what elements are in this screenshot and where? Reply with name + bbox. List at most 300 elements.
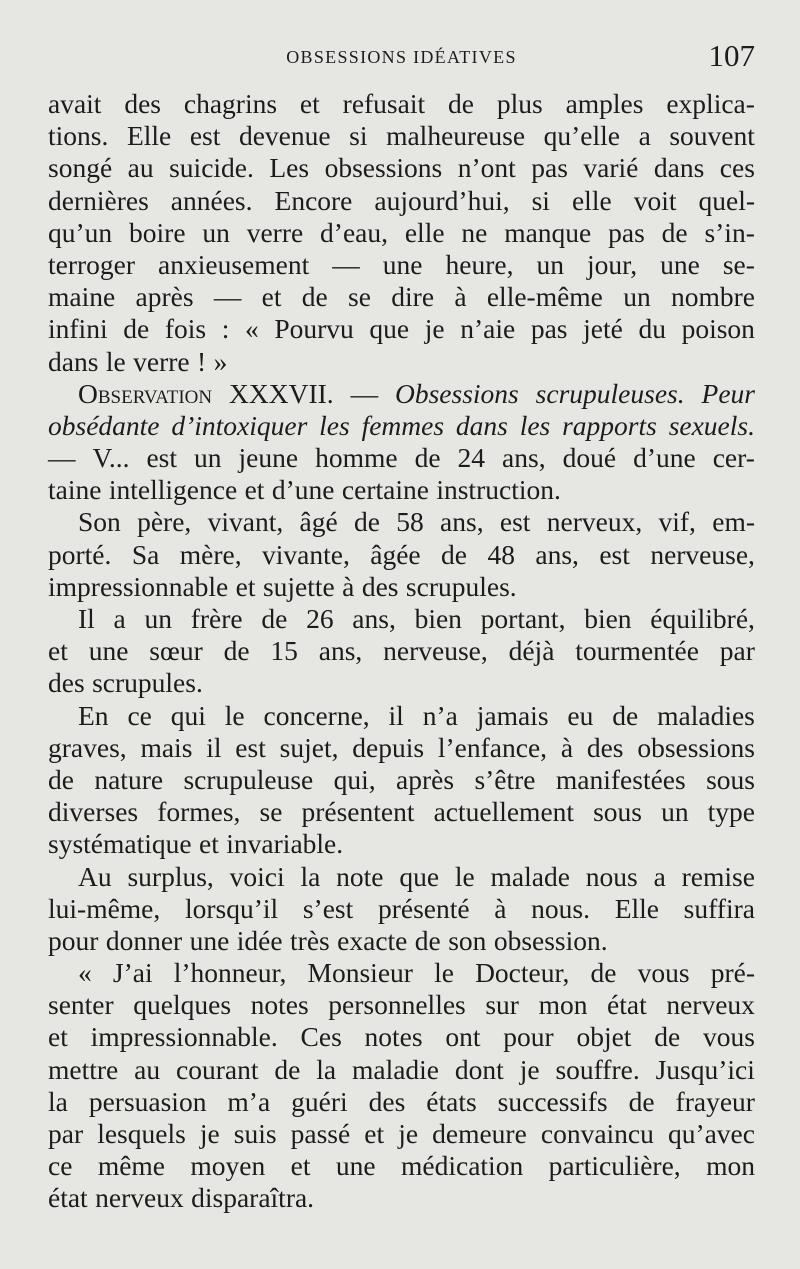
word: et xyxy=(290,1150,311,1182)
text-line xyxy=(48,1182,755,1214)
word: note xyxy=(336,860,384,892)
text-line xyxy=(48,635,755,667)
word: cer- xyxy=(712,442,755,474)
word: portant, xyxy=(480,603,566,634)
word: notes xyxy=(250,989,309,1021)
word: Sa xyxy=(131,538,160,570)
text-line xyxy=(48,732,755,764)
word: et xyxy=(235,570,256,602)
word: femmes xyxy=(361,409,445,441)
word: Pourvu xyxy=(274,313,354,345)
word: scrupuleuses. xyxy=(535,377,685,409)
word: heure, xyxy=(445,248,514,280)
word: impressionnable xyxy=(48,570,229,602)
word: souffre. xyxy=(555,1053,640,1085)
word: dans xyxy=(653,152,705,184)
word: concerne, xyxy=(263,699,370,731)
text-line xyxy=(48,506,755,538)
word: doué xyxy=(562,442,617,474)
word: le xyxy=(434,957,454,989)
word: pour xyxy=(503,1021,554,1053)
word: des xyxy=(48,667,85,699)
word: qu’avec xyxy=(667,1118,755,1149)
word: des xyxy=(361,570,399,602)
word: je xyxy=(398,1118,419,1149)
word: nerveux, xyxy=(546,506,643,538)
word: de xyxy=(353,506,380,538)
word: malade xyxy=(490,860,570,892)
word: vif, xyxy=(658,506,696,538)
word: par xyxy=(719,635,755,667)
word: s’in- xyxy=(704,216,755,248)
word: une xyxy=(660,248,700,280)
word: le xyxy=(105,345,126,377)
word: lui-même, xyxy=(48,892,161,924)
word: elle-même xyxy=(486,281,603,313)
word: actuellement xyxy=(433,796,575,828)
word: vous xyxy=(637,957,690,989)
word: de xyxy=(48,763,74,795)
word: a xyxy=(638,120,651,152)
text-line xyxy=(48,989,755,1021)
word: nerveux xyxy=(95,1182,184,1214)
word: sœur xyxy=(149,635,203,667)
running-title: OBSESSIONS IDÉATIVES xyxy=(286,47,517,67)
page-number: 107 xyxy=(708,38,755,73)
word: de xyxy=(274,1053,301,1085)
word: sexuels. xyxy=(668,409,755,441)
word: sous xyxy=(706,763,755,795)
text-line xyxy=(48,893,755,925)
word: il xyxy=(206,731,222,763)
word: s’est xyxy=(302,892,354,924)
word: à xyxy=(494,892,507,924)
word: et xyxy=(261,281,282,313)
word: suicide. xyxy=(169,152,254,184)
word: Au xyxy=(78,860,112,892)
word: refusait xyxy=(342,88,426,119)
word: sur xyxy=(485,989,519,1021)
word: suffira xyxy=(683,892,755,924)
word: — xyxy=(350,377,379,409)
word: nous. xyxy=(531,892,590,924)
text-line xyxy=(48,442,755,474)
word: déjà xyxy=(508,635,555,667)
word: d’intoxiquer xyxy=(171,409,308,441)
word: âgé xyxy=(299,506,338,538)
word: nous xyxy=(585,860,638,892)
word: le xyxy=(224,699,245,731)
word: mon xyxy=(706,1150,755,1182)
word: n’a xyxy=(422,699,458,731)
word: explica- xyxy=(666,88,755,119)
word: frère xyxy=(190,603,243,634)
word: d’une xyxy=(633,442,696,474)
word: s’être xyxy=(474,763,536,795)
word: de xyxy=(628,1085,655,1117)
word: se- xyxy=(722,248,755,280)
word: la xyxy=(48,1085,68,1117)
word: est xyxy=(189,120,221,152)
word: objet xyxy=(576,1021,632,1053)
word: boire xyxy=(129,216,186,248)
word: vivant, xyxy=(207,506,284,538)
word: équilibré, xyxy=(650,603,755,634)
word: convaincu xyxy=(540,1118,654,1149)
word: XXXVII. xyxy=(229,377,334,409)
word: et xyxy=(199,828,219,860)
word: d’une xyxy=(271,474,335,506)
word: qu’elle xyxy=(543,120,620,152)
word: de xyxy=(661,216,688,248)
word: lesquels xyxy=(97,1118,186,1149)
word: qui, xyxy=(333,763,376,795)
word: : xyxy=(221,313,230,345)
word: nerveuse, xyxy=(650,538,755,570)
word: bien xyxy=(584,603,632,634)
word: de xyxy=(612,699,639,731)
word: poison xyxy=(681,313,755,345)
word: exacte xyxy=(337,924,408,956)
word: de xyxy=(414,924,441,956)
word: par xyxy=(48,1118,84,1149)
word: remise xyxy=(681,860,755,892)
word: varié xyxy=(583,152,639,184)
word: songé xyxy=(48,152,113,184)
word: âgée xyxy=(370,538,421,570)
word: manque xyxy=(504,216,592,248)
word: ne xyxy=(461,216,488,248)
word: et xyxy=(48,635,68,667)
text-line xyxy=(48,346,755,378)
word: senter xyxy=(48,989,114,1021)
word: bien xyxy=(414,603,462,634)
word: certaine xyxy=(341,474,429,506)
word: quelques xyxy=(133,989,232,1021)
word: devenue xyxy=(238,120,331,152)
text-line xyxy=(48,378,755,410)
text-line xyxy=(48,667,755,699)
word: 24 xyxy=(457,442,486,474)
word: un xyxy=(661,796,689,828)
word: mais xyxy=(140,731,193,763)
word: avait xyxy=(48,88,102,119)
word: obsessions xyxy=(637,731,755,763)
word: 26 xyxy=(306,603,334,634)
text-line xyxy=(48,1054,755,1086)
text-line xyxy=(48,217,755,249)
word: Docteur, xyxy=(475,957,570,989)
word: maladie xyxy=(351,1053,440,1085)
word: maladies xyxy=(657,699,755,731)
word: après xyxy=(396,763,455,795)
word: et xyxy=(299,88,320,119)
word: des xyxy=(368,1085,406,1117)
word: que xyxy=(369,313,410,345)
word: passé xyxy=(290,1118,351,1149)
word: intelligence xyxy=(108,474,238,506)
text-line xyxy=(48,185,755,217)
word: de xyxy=(261,603,288,634)
word: sujette xyxy=(262,570,335,602)
word: de xyxy=(441,538,468,570)
word: que xyxy=(399,860,440,892)
word: un xyxy=(194,442,222,474)
word: de xyxy=(223,635,250,667)
word: si xyxy=(531,184,550,216)
text-line xyxy=(48,796,755,828)
word: de xyxy=(414,442,441,474)
word: formes, xyxy=(157,796,241,828)
word: est xyxy=(499,506,531,538)
word: pas xyxy=(531,152,568,184)
word: instruction. xyxy=(436,474,561,506)
text-line xyxy=(48,88,755,120)
word: — xyxy=(213,281,242,313)
word: pour xyxy=(48,924,99,956)
word: successifs xyxy=(497,1085,608,1117)
word: au xyxy=(127,152,154,184)
word: se xyxy=(348,281,371,313)
text-line xyxy=(48,828,755,860)
word: des xyxy=(586,731,624,763)
word: ans, xyxy=(502,442,546,474)
word: Encore xyxy=(274,184,353,216)
word: « xyxy=(244,313,259,345)
word: ans, xyxy=(440,506,484,538)
text-line xyxy=(48,861,755,893)
word: tourmentée xyxy=(575,635,699,667)
word: scrupules. xyxy=(405,570,517,602)
word: terroger xyxy=(48,248,136,280)
word: une xyxy=(88,635,129,667)
word: ans, xyxy=(318,635,363,667)
word: présenté xyxy=(377,892,470,924)
word: il xyxy=(388,699,404,731)
word: Peur xyxy=(701,377,755,409)
word: pré- xyxy=(710,957,755,989)
word: jeune xyxy=(238,442,299,474)
word: Obsessions xyxy=(394,377,519,409)
word: père, xyxy=(137,506,192,538)
word: les xyxy=(319,409,350,441)
word: dernières xyxy=(48,184,149,216)
word: son xyxy=(448,924,487,956)
word: idée xyxy=(236,924,283,956)
word: En xyxy=(78,699,109,731)
word: je xyxy=(519,1053,540,1085)
word: quel- xyxy=(698,184,755,216)
word: très xyxy=(290,924,330,956)
word: moyen xyxy=(190,1150,266,1182)
word: de xyxy=(654,1021,681,1053)
word: lorsqu’il xyxy=(184,892,279,924)
word: ans, xyxy=(352,603,396,634)
word: Ces xyxy=(300,1021,342,1053)
word: anxieusement xyxy=(158,248,310,280)
word: nerveux xyxy=(666,989,755,1021)
word: à xyxy=(342,570,355,602)
word: années. xyxy=(170,184,253,216)
word: J’ai xyxy=(112,957,153,989)
word: à xyxy=(454,281,467,313)
word: 15 xyxy=(270,635,298,667)
word: états xyxy=(426,1085,477,1117)
word: un xyxy=(202,216,230,248)
word: elle xyxy=(404,216,445,248)
word: d’eau, xyxy=(320,216,388,248)
word: disparaîtra. xyxy=(191,1182,315,1214)
text-line xyxy=(48,120,755,152)
word: a xyxy=(653,860,666,892)
word: homme xyxy=(315,442,398,474)
word: ce xyxy=(48,1150,73,1182)
word: graves, xyxy=(48,731,127,763)
word: jeté xyxy=(583,313,623,345)
word: se xyxy=(259,796,283,828)
text-line xyxy=(48,764,755,796)
word: donner xyxy=(105,924,183,956)
word: malheureuse xyxy=(386,120,526,152)
word: a xyxy=(113,603,126,634)
word: mon xyxy=(538,989,588,1021)
word: scrupuleuse xyxy=(183,763,314,795)
word: plus xyxy=(496,88,543,119)
word: — xyxy=(48,442,76,474)
word: dont xyxy=(454,1053,504,1085)
word: n’ont xyxy=(457,152,516,184)
word: ans, xyxy=(535,538,579,570)
word: de xyxy=(123,313,150,345)
word: l’honneur, xyxy=(173,957,287,989)
word: Elle xyxy=(614,892,659,924)
word: est xyxy=(235,731,266,763)
word: taine xyxy=(48,474,102,506)
text-line xyxy=(48,1150,755,1182)
word: un xyxy=(536,248,564,280)
word: pas xyxy=(608,216,645,248)
word: est xyxy=(599,538,630,570)
word: état xyxy=(607,989,647,1021)
text-line xyxy=(48,700,755,732)
word: vous xyxy=(702,1021,755,1053)
text-line xyxy=(48,925,755,957)
word: amples xyxy=(565,88,644,119)
word: ces xyxy=(719,152,755,184)
word: 48 xyxy=(487,538,515,570)
word: obsédante xyxy=(48,409,160,441)
word: 58 xyxy=(396,506,424,538)
text-line xyxy=(48,313,755,345)
word: de xyxy=(448,88,474,119)
word: sujet, xyxy=(279,731,339,763)
word: médication xyxy=(401,1150,524,1182)
word: guéri xyxy=(291,1085,348,1117)
text-line xyxy=(48,474,755,506)
word: au xyxy=(134,1053,161,1085)
word: Son xyxy=(78,506,121,538)
word: obsessions xyxy=(324,152,443,184)
word: voici xyxy=(229,860,285,892)
word: après xyxy=(135,281,194,313)
word: sous xyxy=(593,796,643,828)
word: jour, xyxy=(587,248,638,280)
word: systématique xyxy=(48,828,192,860)
word: un xyxy=(623,281,651,313)
word: elle xyxy=(571,184,612,216)
word: invariable. xyxy=(226,828,344,860)
word: persuasion xyxy=(88,1085,207,1117)
word: Observation xyxy=(78,377,213,409)
word: vivante, xyxy=(262,538,350,570)
word: le xyxy=(454,860,475,892)
text-line xyxy=(48,1118,755,1150)
word: des xyxy=(124,88,161,119)
word: tions. xyxy=(48,120,109,152)
word: impressionnable. xyxy=(90,1021,278,1053)
text-line xyxy=(48,539,755,571)
word: scrupules. xyxy=(92,667,203,699)
word: ont xyxy=(445,1021,481,1053)
word: ce xyxy=(127,699,152,731)
word: et xyxy=(244,474,265,506)
word: nature xyxy=(94,763,164,795)
text-line xyxy=(48,249,755,281)
word: n’aie xyxy=(460,313,516,345)
word: si xyxy=(349,120,368,152)
word: suis xyxy=(233,1118,277,1149)
word: depuis xyxy=(352,731,425,763)
word: les xyxy=(519,409,551,441)
word: une xyxy=(335,1150,376,1182)
word: verre xyxy=(133,345,190,377)
word: Monsieur xyxy=(307,957,413,989)
word: présentent xyxy=(301,796,415,828)
word: la xyxy=(316,1053,337,1085)
word: du xyxy=(638,313,666,345)
word: manifestées xyxy=(555,763,686,795)
word: type xyxy=(707,796,755,828)
word: fois xyxy=(164,313,207,345)
word: un xyxy=(144,603,172,634)
word: la xyxy=(300,860,321,892)
word: mère, xyxy=(179,538,242,570)
word: notes xyxy=(364,1021,423,1053)
word: — xyxy=(332,248,360,280)
text-line xyxy=(48,281,755,313)
word: Jusqu’ici xyxy=(655,1053,755,1085)
word: de xyxy=(590,957,617,989)
word: et xyxy=(48,1021,68,1053)
word: Les xyxy=(269,152,310,184)
word: pas xyxy=(530,313,568,345)
page-header xyxy=(48,38,755,84)
word: mettre xyxy=(48,1053,119,1085)
word: dans xyxy=(48,345,99,377)
word: obsession. xyxy=(493,924,608,956)
word: une xyxy=(189,924,230,956)
word: nerveuse, xyxy=(383,635,488,667)
word: à xyxy=(560,731,574,763)
text-line xyxy=(48,1086,755,1118)
word: état xyxy=(48,1182,88,1214)
word: maine xyxy=(48,281,116,313)
word: m’a xyxy=(227,1085,271,1117)
word: verre xyxy=(246,216,304,248)
word: eu xyxy=(567,699,594,731)
word: » xyxy=(213,345,228,377)
text-line xyxy=(48,410,755,442)
